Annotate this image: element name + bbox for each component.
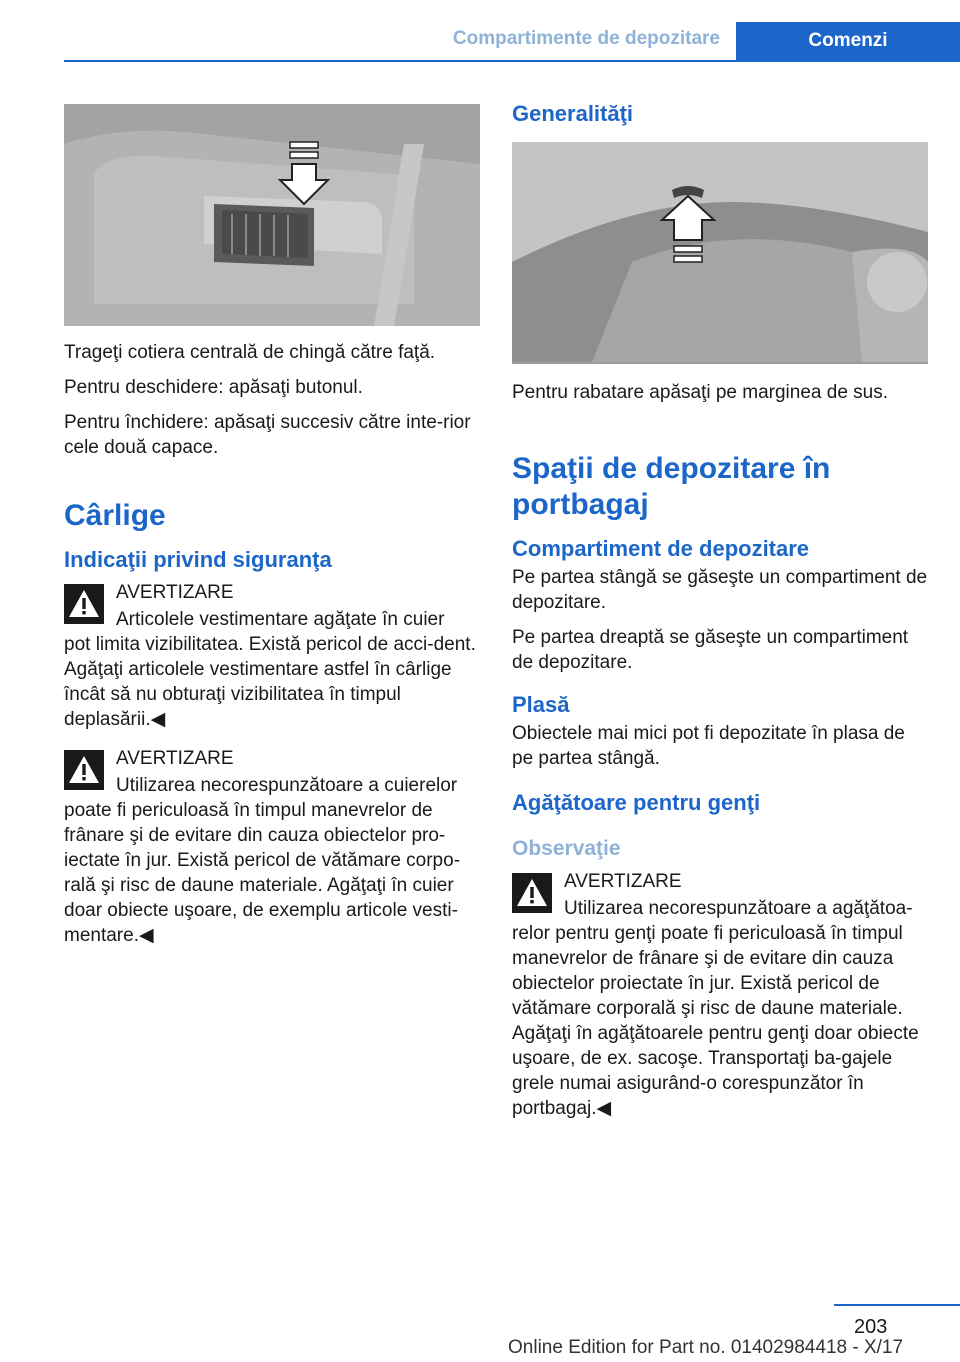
warning-triangle-icon bbox=[64, 750, 104, 790]
warning-triangle-icon bbox=[512, 873, 552, 913]
caption-fold: Pentru rabatare apăsaţi pe marginea de sus. bbox=[512, 382, 889, 403]
page-number: 203 bbox=[854, 1316, 888, 1338]
warning-block-3 bbox=[512, 869, 928, 1121]
header-rule bbox=[64, 60, 960, 62]
compartment-right-text: Pe partea dreaptă se găseşte un compartiment de depozitare. bbox=[512, 627, 909, 673]
warning-text-first-line: Utilizarea necorespunzătoare a cuierelor bbox=[116, 775, 458, 796]
warning-text-first-line: Articolele vestimentare agăţate în cuier bbox=[116, 609, 445, 630]
footer-rule bbox=[834, 1304, 960, 1306]
header-section-title: Compartimente de depozitare bbox=[452, 28, 720, 49]
heading-bag-hooks: Agăţătoare pentru genţi bbox=[512, 790, 761, 815]
warning-label: AVERTIZARE bbox=[564, 871, 682, 892]
caption-open: Pentru deschidere: apăsaţi butonul. bbox=[64, 377, 363, 398]
warning-text: relor pentru genţi poate fi periculoasă în timpul manevrelor de frânare şi de evitare din cauza obiectelor proiectate în jur. Există pericol de vătămare corporală şi risc de daune materiale. Agăţaţi în agăţătoarele pentru genţi doar obiecte uşoare, de ex. sacoşe. Transportaţi ba‐gajele grele numai asigurând-o corespunzător în portbagaj.◀ bbox=[512, 923, 919, 1119]
warning-text: poate fi periculoasă în timpul manevrelor de frânare şi de evitare din cauza obiectelor pro‐iectate în jur. Există pericol de vătămare corpo‐rală şi risc de daune materiale. Agăţaţi în cuier doar obiecte uşoare, de exemplu articole vesti‐mentare.◀ bbox=[64, 800, 461, 946]
heading-trunk-storage: Spaţii de depozitare în portbagaj bbox=[512, 452, 831, 521]
heading-general: Generalităţi bbox=[512, 101, 634, 126]
storage-compartment-illustration bbox=[512, 142, 928, 364]
heading-net: Plasă bbox=[512, 692, 570, 717]
subheading-safety: Indicaţii privind siguranţa bbox=[64, 547, 332, 572]
warning-block-2 bbox=[64, 746, 480, 948]
net-text: Obiectele mai mici pot fi depozitate în plasa de pe partea stângă. bbox=[512, 723, 905, 769]
right-column bbox=[512, 100, 928, 1135]
warning-block-1 bbox=[64, 580, 480, 732]
warning-text: pot limita vizibilitatea. Există pericol de acci‐dent. Agăţaţi articolele vestimentare astfel în cârlige încât să nu obturaţi vizibilitatea în timpul deplasării.◀ bbox=[64, 634, 476, 730]
caption-pull-armrest: Trageţi cotiera centrală de chingă către faţă. bbox=[64, 342, 436, 363]
heading-hooks: Cârlige bbox=[64, 499, 166, 532]
armrest-illustration bbox=[64, 104, 480, 326]
footer-edition: Online Edition for Part no. 01402984418 - X/17 bbox=[508, 1337, 904, 1358]
warning-text-first-line: Utilizarea necorespunzătoare a agăţătoa‐ bbox=[564, 898, 913, 919]
heading-note: Observaţie bbox=[512, 837, 621, 860]
left-column bbox=[64, 104, 480, 962]
caption-close: Pentru închidere: apăsaţi succesiv către inte‐rior cele două capace. bbox=[64, 412, 471, 458]
heading-compartment: Compartiment de depozitare bbox=[512, 536, 810, 561]
warning-label: AVERTIZARE bbox=[116, 748, 234, 769]
page-header bbox=[0, 0, 960, 62]
warning-triangle-icon bbox=[64, 584, 104, 624]
header-chapter-tab: Comenzi bbox=[736, 22, 960, 60]
warning-label: AVERTIZARE bbox=[116, 582, 234, 603]
compartment-left-text: Pe partea stângă se găseşte un compartiment de depozitare. bbox=[512, 567, 928, 613]
